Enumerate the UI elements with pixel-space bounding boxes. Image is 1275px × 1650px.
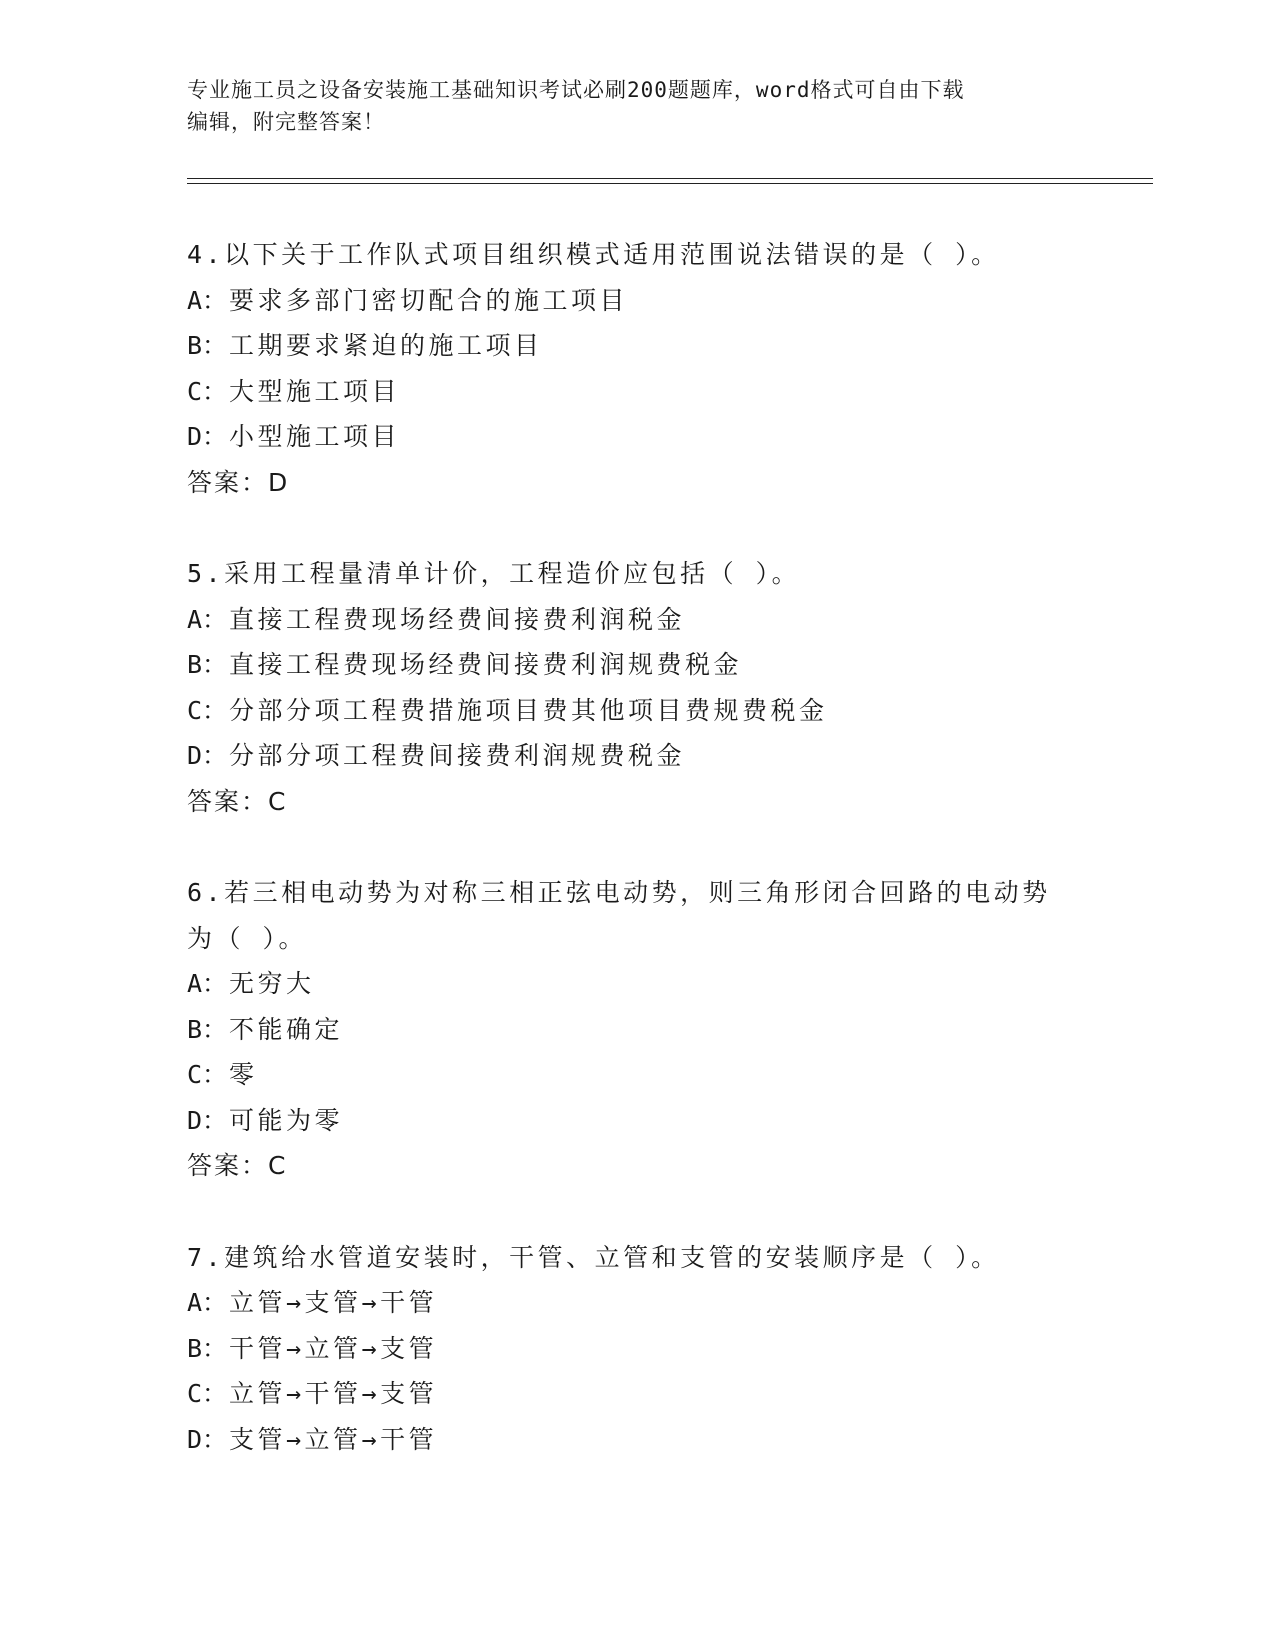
question-stem: 6.若三相电动势为对称三相正弦电动势，则三角形闭合回路的电动势 <box>187 878 1051 907</box>
answer-option <box>187 278 1087 324</box>
answer-option <box>187 961 1087 1007</box>
option-text: 直接工程费现场经费间接费利润税金 <box>229 604 686 634</box>
question-block <box>187 232 1087 505</box>
answer-option <box>187 642 1087 688</box>
option-text: 不能确定 <box>229 1014 344 1044</box>
answer-option <box>187 1007 1087 1053</box>
option-key: C： <box>187 695 228 725</box>
option-text: 分部分项工程费间接费利润规费税金 <box>229 741 686 770</box>
document-header <box>187 74 1067 138</box>
question-block <box>187 551 1087 824</box>
question-block <box>187 870 1087 1189</box>
option-text: 小型施工项目 <box>229 422 401 451</box>
question-list <box>187 232 1087 1462</box>
option-key: B： <box>187 650 228 679</box>
answer-option <box>187 1326 1087 1372</box>
question-stem: 为（ ）。 <box>187 923 308 953</box>
option-key: B： <box>187 1333 228 1363</box>
option-key: D： <box>187 1424 228 1454</box>
option-key: A： <box>187 604 228 634</box>
option-text: 立管→支管→干管 <box>229 1288 438 1317</box>
option-text: 分部分项工程费措施项目费其他项目费规费税金 <box>229 695 828 725</box>
question-block <box>187 1235 1087 1463</box>
option-key: B： <box>187 1014 228 1044</box>
answer-option <box>187 323 1087 369</box>
option-key: B： <box>187 331 228 360</box>
option-text: 支管→立管→干管 <box>229 1424 438 1454</box>
option-key: C： <box>187 1060 228 1089</box>
option-key: D： <box>187 741 228 770</box>
option-text: 工期要求紧迫的施工项目 <box>229 331 543 360</box>
option-key: A： <box>187 285 228 315</box>
option-text: 大型施工项目 <box>229 376 401 406</box>
header-line-1: 专业施工员之设备安装施工基础知识考试必刷200题题库，word格式可自由下载 <box>187 78 965 102</box>
answer-key: 答案：C <box>187 1151 288 1180</box>
option-key: C： <box>187 1379 228 1408</box>
option-text: 零 <box>229 1060 258 1089</box>
option-text: 可能为零 <box>229 1105 344 1135</box>
option-key: D： <box>187 422 228 451</box>
question-stem: 7.建筑给水管道安装时，干管、立管和支管的安装顺序是（ ）。 <box>187 1242 1000 1272</box>
question-stem: 4.以下关于工作队式项目组织模式适用范围说法错误的是（ ）。 <box>187 240 1000 269</box>
option-text: 无穷大 <box>229 969 315 998</box>
header-line-2: 编辑，附完整答案！ <box>187 110 385 134</box>
answer-option <box>187 1098 1087 1144</box>
option-key: A： <box>187 1288 228 1317</box>
header-divider-bottom <box>187 183 1153 184</box>
answer-key: 答案：D <box>187 467 290 497</box>
option-key: C： <box>187 376 228 406</box>
option-text: 要求多部门密切配合的施工项目 <box>229 285 629 315</box>
answer-key: 答案：C <box>187 786 288 816</box>
option-text: 直接工程费现场经费间接费利润规费税金 <box>229 650 743 679</box>
header-divider-top <box>187 178 1153 179</box>
answer-option <box>187 688 1087 734</box>
answer-option <box>187 1371 1087 1417</box>
answer-option <box>187 414 1087 460</box>
option-key: A： <box>187 969 228 998</box>
option-text: 干管→立管→支管 <box>229 1333 438 1363</box>
answer-option <box>187 1280 1087 1326</box>
question-stem: 5.采用工程量清单计价，工程造价应包括（ ）。 <box>187 559 801 588</box>
option-key: D： <box>187 1105 228 1135</box>
option-text: 立管→干管→支管 <box>229 1379 438 1408</box>
answer-option <box>187 733 1087 779</box>
answer-option <box>187 1052 1087 1098</box>
answer-option <box>187 597 1087 643</box>
answer-option <box>187 1417 1087 1463</box>
answer-option <box>187 369 1087 415</box>
